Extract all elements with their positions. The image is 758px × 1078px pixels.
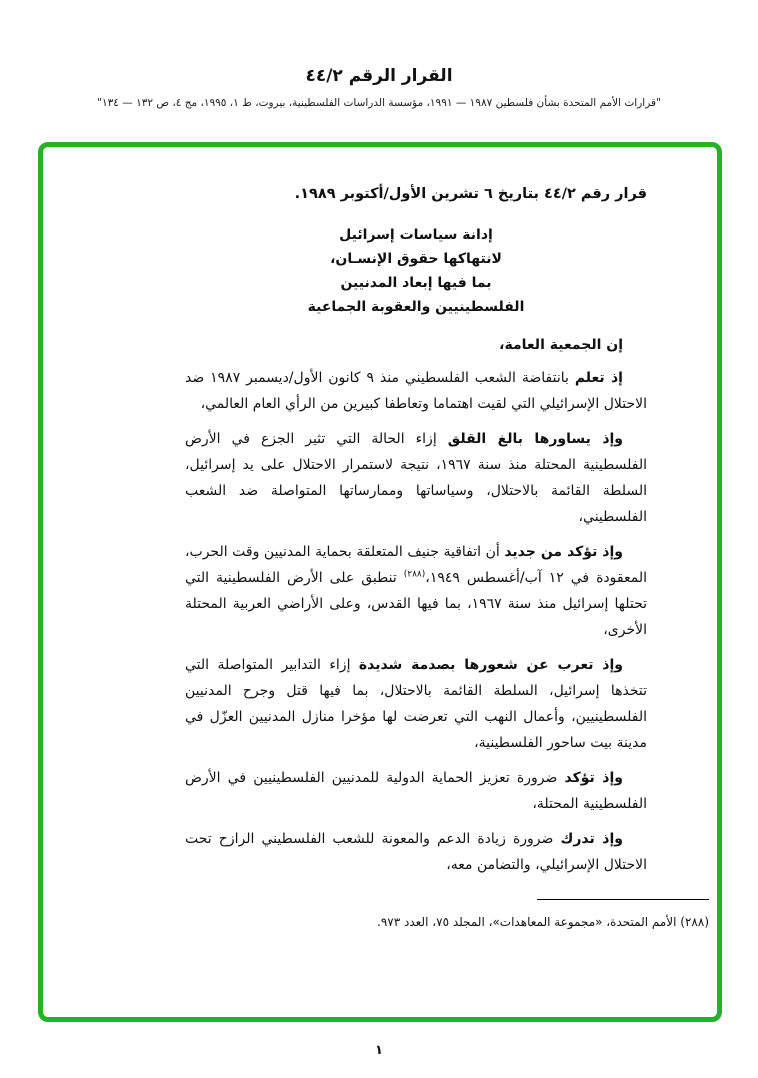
paragraph-text: تنطبق على الأرض الفلسطينية التي تحتلها إسرائيل منذ سنة ١٩٦٧، بما فيها القدس، وعلى الأراضي العربية المحتلة الأخرى، (185, 570, 647, 638)
paragraph-text: بانتفاضة الشعب الفلسطيني منذ ٩ كانون الأول/ديسمبر ١٩٨٧ ضد الاحتلال الإسرائيلي التي لقيت اهتماما وتعاطفا كبيرين من الرأي العام العالمي، (185, 370, 647, 412)
footnote-separator (537, 899, 709, 901)
resolution-title: قرار رقم ٤٤/٢ بتاريخ ٦ تشرين الأول/أكتوبر ١٩٨٩. (294, 186, 647, 202)
footnote-text: (٢٨٨) الأمم المتحدة، «مجموعة المعاهدات»، المجلد ٧٥، العدد ٩٧٣. (377, 915, 709, 929)
paragraph (185, 652, 647, 756)
header-citation: "قرارات الأمم المتحدة بشأن فلسطين ١٩٨٧ — ١٩٩١، مؤسسة الدراسات الفلسطينية، بيروت، ط ١، ١٩٩٥، مج ٤، ص ١٣٢ — ١٣٤" (97, 97, 661, 109)
subtitle-line: بما فيها إبعاد المدنيين (340, 275, 492, 291)
paragraph-lead: وإذ تؤكد (564, 770, 623, 786)
footnote-reference: (٢٨٨) (403, 569, 426, 580)
paragraph (185, 765, 647, 817)
page-number: ١ (375, 1043, 383, 1058)
paragraph-lead: وإذ تعرب عن شعورها بصدمة شديدة (358, 657, 623, 673)
paragraph-lead: وإذ يساورها بالغ القلق (447, 431, 624, 447)
paragraph-text: أن اتفاقية جنيف المتعلقة بحماية المدنيين وقت الحرب، المعقودة في ١٢ آب/أغسطس ١٩٤٩، (185, 544, 647, 586)
paragraph (185, 365, 647, 417)
subtitle-line: إدانة سياسات إسرائيل (339, 227, 493, 243)
header-title: القرار الرقم ٤٤/٢ (305, 66, 453, 86)
subtitle-line: الفلسطينيين والعقوبة الجماعية (307, 299, 525, 315)
paragraph-text: ضرورة زيادة الدعم والمعونة للشعب الفلسطيني الرازح تحت الاحتلال الإسرائيلي، والتضامن معه، (185, 831, 647, 873)
paragraph-lead: إذ تعلم (574, 370, 623, 386)
opening-line: إن الجمعية العامة، (499, 337, 623, 353)
paragraph-text: إزاء التدابير المتواصلة التي تتخذها إسرائيل، السلطة القائمة بالاحتلال، بما فيها قتل وجرح المدنيين الفلسطينيين، وأعمال النهب التي تعرضت لها مؤخرا منازل المدنيين العزّل في مدينة بيت ساحور الفلسطينية، (185, 657, 647, 751)
paragraph-lead: وإذ تؤكد من جديد (504, 544, 623, 560)
paragraph-lead: وإذ تدرك (560, 831, 623, 847)
paragraph-text: إزاء الحالة التي تثير الجزع في الأرض الفلسطينية المحتلة منذ سنة ١٩٦٧، نتيجة لاستمرار الاحتلال على يد إسرائيل، السلطة القائمة بالاحتلال، وسياساتها وممارساتها المتواصلة ضد الشعب الفلسطيني، (185, 431, 647, 525)
footnote-area (307, 899, 709, 932)
document-frame (38, 142, 722, 1022)
paragraph (185, 539, 647, 643)
paragraph (185, 826, 647, 878)
paragraph-text: ضرورة تعزيز الحماية الدولية للمدنيين الفلسطينيين في الأرض الفلسطينية المحتلة، (185, 770, 647, 812)
page-header (0, 66, 758, 109)
resolution-subtitle (185, 223, 647, 319)
paragraph (185, 426, 647, 530)
subtitle-line: لانتهاكها حقوق الإنسـان، (330, 251, 502, 267)
document-content (185, 181, 647, 887)
